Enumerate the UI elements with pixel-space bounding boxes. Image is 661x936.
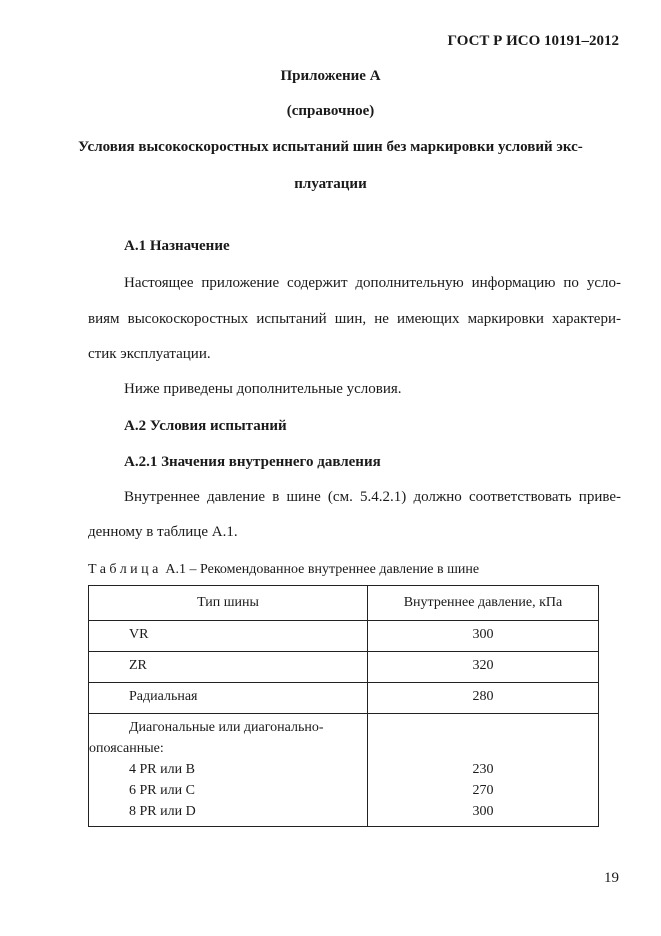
pressure-table: [88, 585, 599, 827]
section-a21-heading: А.2.1 Значения внутреннего давления: [124, 454, 381, 470]
pressure-cell: 280: [368, 683, 599, 714]
standard-designation: ГОСТ Р ИСО 10191–2012: [447, 33, 619, 49]
pressure-cell: 300: [368, 621, 599, 652]
page-number: 19: [604, 870, 619, 886]
diagonal-pressure-item: 230: [472, 762, 494, 777]
diagonal-pressure-cell: [368, 714, 599, 827]
diagonal-type-item: 4 PR или В: [129, 762, 195, 777]
diagonal-pressure-item: 300: [472, 804, 494, 819]
section-a2-paragraph-line-1: Внутреннее давление в шине (см. 5.4.2.1) должно соответствовать приве-: [124, 489, 621, 505]
tire-type-cell: Радиальная: [89, 683, 368, 714]
column-header-tire-type: Тип шины: [89, 586, 368, 621]
section-a2-paragraph-line-2: денному в таблице А.1.: [88, 524, 238, 540]
section-a1-paragraph-line-1: Настоящее приложение содержит дополнительную информацию по усло-: [124, 275, 621, 291]
diagonal-pressure-item: 270: [472, 783, 494, 798]
diagonal-type-item: 8 PR или D: [129, 804, 196, 819]
tire-type-cell: VR: [89, 621, 368, 652]
pressure-cell: 320: [368, 652, 599, 683]
column-header-pressure: Внутреннее давление, кПа: [368, 586, 599, 621]
table-row: [89, 683, 599, 714]
section-a2-heading: А.2 Условия испытаний: [124, 418, 287, 434]
diagonal-label-line-1: Диагональные или диагонально-: [129, 720, 324, 735]
appendix-name-line-2: плуатации: [294, 176, 367, 192]
diagonal-label-line-2: опоясанные:: [89, 741, 164, 756]
section-a1-paragraph-line-2: виям высокоскоростных испытаний шин, не имеющих маркировки характери-: [88, 311, 621, 327]
table-row: [89, 621, 599, 652]
section-a1-paragraph-2: Ниже приведены дополнительные условия.: [124, 381, 402, 397]
tire-type-cell: ZR: [89, 652, 368, 683]
table-row: [89, 652, 599, 683]
section-a1-paragraph-line-3: стик эксплуатации.: [88, 346, 211, 362]
appendix-name-line-1: Условия высокоскоростных испытаний шин без маркировки условий экс-: [78, 139, 583, 155]
appendix-kind: (справочное): [286, 103, 375, 119]
table-caption-text: А.1 – Рекомендованное внутреннее давление в шине: [165, 562, 480, 577]
diagonal-tire-type-cell: [89, 714, 368, 827]
table-row-diagonal: [89, 714, 599, 827]
diagonal-type-item: 6 PR или С: [129, 783, 195, 798]
table-caption-word: Таблица: [88, 562, 162, 577]
table-header-row: [89, 586, 599, 621]
section-a1-heading: А.1 Назначение: [124, 238, 230, 254]
appendix-title: Приложение А: [280, 68, 381, 84]
table-caption: [88, 562, 479, 578]
